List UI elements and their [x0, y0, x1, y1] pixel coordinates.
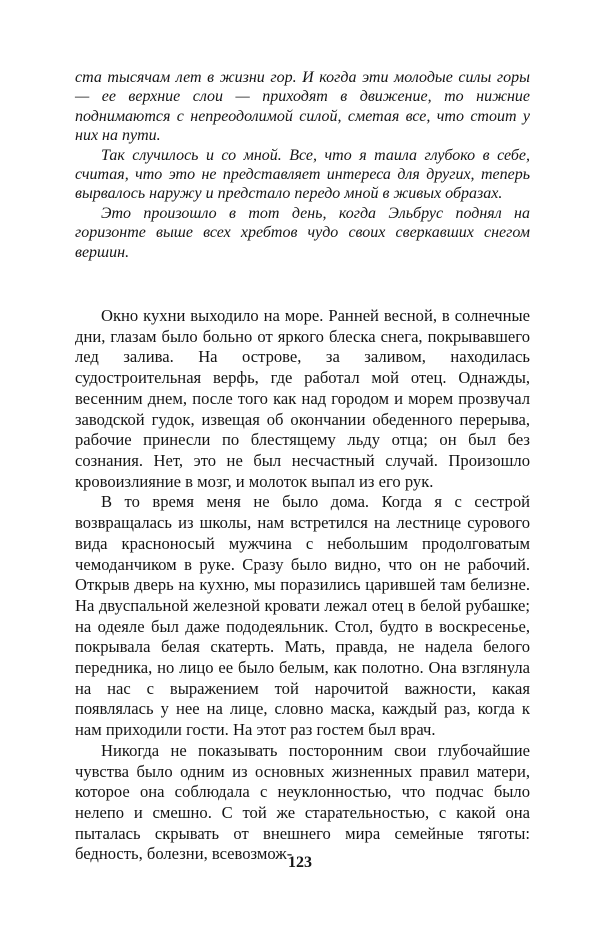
italic-epigraph-section: [75, 68, 530, 262]
main-text-section: [75, 306, 530, 865]
italic-paragraph: Это произошло в тот день, когда Эльбрус поднял на горизонте выше всех хребтов чудо своих сверкавших снегом вершин.: [75, 204, 530, 261]
body-paragraph: Никогда не показывать посторонним свои глубочайшие чувства было одним из основных жизненных правил матери, которое она соблюдала с неуклонностью, что подчас было нелепо и смешно. С той же старательностью, с какой она пыталась скрывать от внешнего мира семейные тяготы: бедность, болезни, всевозмож-: [75, 740, 530, 864]
italic-paragraph: Так случилось и со мной. Все, что я таила глубоко в себе, считая, что это не представляет интереса для других, теперь вырвалось наружу и предстало передо мной в живых образах.: [75, 146, 530, 203]
italic-paragraph: ста тысячам лет в жизни гор. И когда эти молодые силы горы — ее верхние слои — приходят в движение, то нижние поднимаются с непреодолимой силой, сметая все, что стоит у них на пути.: [75, 69, 530, 145]
body-paragraph: Окно кухни выходило на море. Ранней весной, в солнечные дни, глазам было больно от яркого блеска снега, покрывавшего лед залива. На острове, за заливом, находилась судостроительная верфь, где работал мой отец. Однажды, весенним днем, после того как над городом и морем прозвучал заводской гудок, извещая об окончании обеденного перерыва, рабочие принесли по блестящему льду отца; он был без сознания. Нет, это не был несчастный случай. Произошло кровоизлияние в мозг, и молоток выпал из его рук.: [75, 306, 530, 491]
page-number: 123: [288, 854, 312, 871]
body-paragraph: В то время меня не было дома. Когда я с сестрой возвращалась из школы, нам встретился на лестнице сурового вида красноносый мужчина с небольшим продолговатым чемоданчиком в руке. Сразу было видно, что он не рабочий. Открыв дверь на кухню, мы поразились царившей там белизне. На двуспальной железной кровати лежал отец в белой рубашке; на одеяле был даже пододеяльник. Стол, будто в воскресенье, покрывала белая скатерть. Мать, правда, не надела белого передника, но лицо ее было белым, как полотно. Она взглянула на нас с выражением той нарочитой важности, какая появлялась у нее на лице, словно маска, каждый раз, когда к нам приходили гости. На этот раз гостем был врач.: [75, 492, 530, 740]
book-page: [75, 68, 530, 865]
